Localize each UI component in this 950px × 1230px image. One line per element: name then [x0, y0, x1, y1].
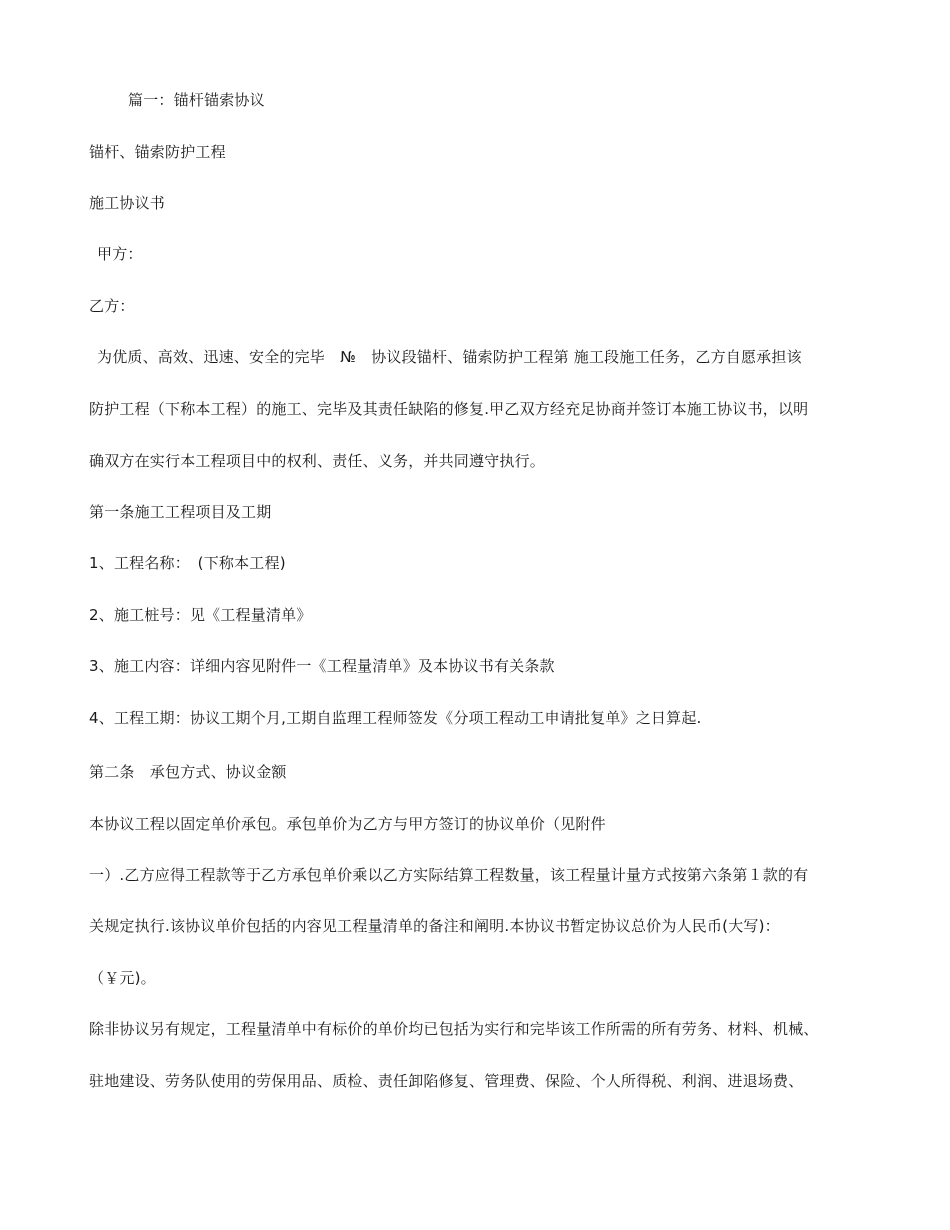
article-1-item-4: 4、工程工期：协议工期个月,工期自监理工程师签发《分项工程动工申请批复单》之日算起. — [89, 709, 702, 727]
pricing-paragraph-line-2: 驻地建设、劳务队使用的劳保用品、质检、责任卸陷修复、管理费、保险、个人所得税、利润、进退场费、 — [89, 1072, 804, 1090]
article-2-paragraph-line-2: 一）.乙方应得工程款等于乙方承包单价乘以乙方实际结算工程数量，该工程量计量方式按第六条第１款的有 — [89, 866, 809, 884]
article-2-heading: 第二条 承包方式、协议金额 — [89, 763, 287, 781]
article-1-item-2: 2、施工桩号：见《工程量清单》 — [89, 606, 312, 624]
pricing-paragraph-line-1: 除非协议另有规定，工程量清单中有标价的单价均已包括为实行和完毕该工作所需的所有劳务、材料、机械、 — [89, 1020, 819, 1038]
article-1-item-1: 1、工程名称： (下称本工程) — [89, 554, 286, 572]
intro-paragraph-line-3: 确双方在实行本工程项目中的权利、责任、义务，并共同遵守执行。 — [89, 452, 546, 470]
party-b-line: 乙方： — [89, 297, 135, 315]
project-name-line: 锚杆、锚索防护工程 — [89, 143, 226, 161]
article-2-paragraph-line-3: 关规定执行.该协议单价包括的内容见工程量清单的备注和阐明.本协议书暂定协议总价为人民币(大写)： — [89, 917, 780, 935]
article-1-item-3: 3、施工内容：详细内容见附件一《工程量清单》及本协议书有关条款 — [89, 657, 555, 675]
article-2-paragraph-line-4: （￥元)。 — [89, 969, 156, 987]
agreement-name-line: 施工协议书 — [89, 194, 166, 212]
article-2-paragraph-line-1: 本协议工程以固定单价承包。承包单价为乙方与甲方签订的协议单价（见附件 — [89, 815, 606, 833]
intro-paragraph-line-1: 为优质、高效、迅速、安全的完毕 № 协议段锚杆、锚索防护工程第 施工段施工任务，乙方自愿承担该 — [97, 348, 802, 366]
article-1-heading: 第一条施工工程项目及工期 — [89, 503, 272, 521]
document-title: 篇一：锚杆锚索协议 — [128, 91, 265, 109]
party-a-line: 甲方： — [97, 245, 143, 263]
intro-paragraph-line-2: 防护工程（下称本工程）的施工、完毕及其责任缺陷的修复.甲乙双方经充足协商并签订本施工协议书，以明 — [89, 400, 809, 418]
